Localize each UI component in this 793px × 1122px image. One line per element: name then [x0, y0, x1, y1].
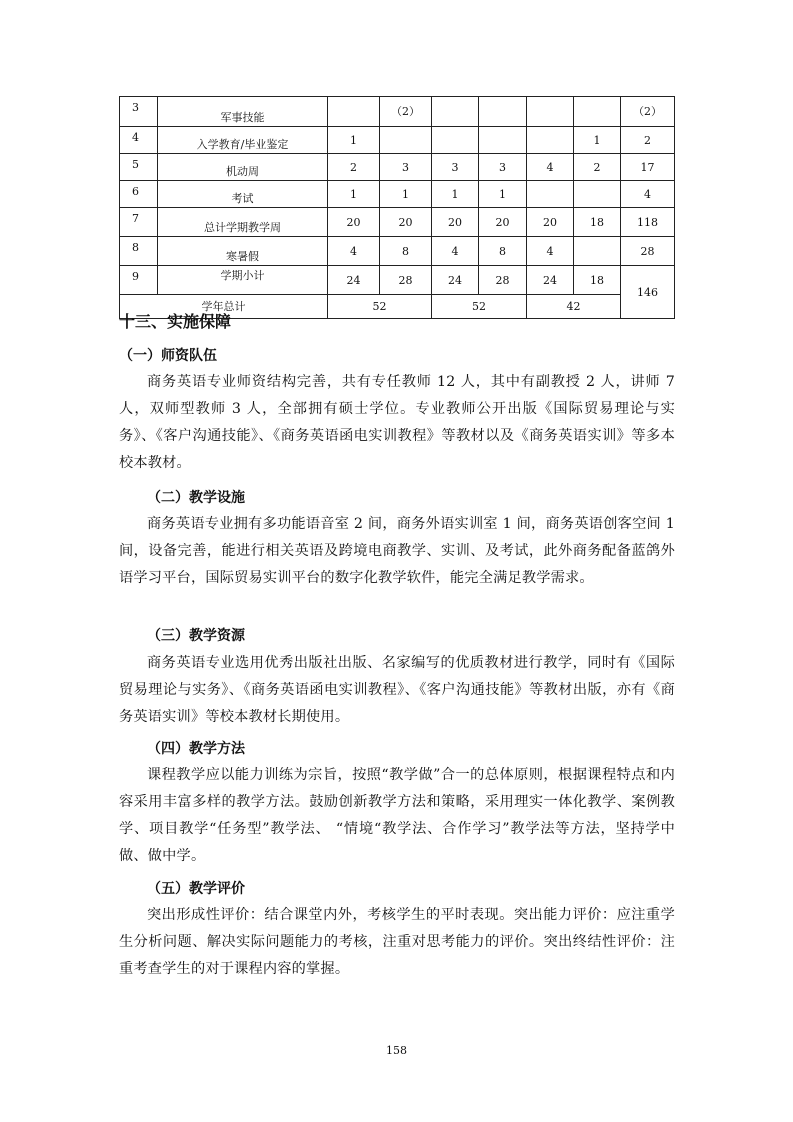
table-cell	[574, 181, 621, 208]
year-total-cell: 52	[328, 295, 432, 319]
table-cell: 20	[328, 208, 380, 237]
row-item: 寒暑假	[158, 237, 328, 266]
table-cell: 3	[432, 154, 479, 181]
table-cell: 2	[574, 154, 621, 181]
table-cell: 8	[479, 237, 527, 266]
table-cell: 1	[432, 181, 479, 208]
row-item: 机动周	[158, 154, 328, 181]
year-total-cell: 52	[432, 295, 527, 319]
table-cell: 2	[621, 127, 675, 154]
table-row	[120, 127, 675, 154]
row-item: 总计学期教学周	[158, 208, 328, 237]
table-cell: 17	[621, 154, 675, 181]
table-cell: 18	[574, 208, 621, 237]
row-number: 4	[120, 127, 158, 154]
table-cell	[432, 127, 479, 154]
table-cell: （2）	[621, 97, 675, 127]
page-number: 158	[386, 1044, 407, 1057]
table-cell: 1	[380, 181, 432, 208]
table-cell: 1	[479, 181, 527, 208]
row-item: 军事技能	[158, 97, 328, 127]
table-cell: 28	[380, 266, 432, 295]
row-item: 入学教育/毕业鉴定	[158, 127, 328, 154]
table-cell: 4	[432, 237, 479, 266]
table-cell: 28	[621, 237, 675, 266]
table-cell: 3	[479, 154, 527, 181]
table-cell	[479, 127, 527, 154]
row-item: 学期小计	[158, 266, 328, 295]
table-cell	[380, 127, 432, 154]
table-cell: 3	[380, 154, 432, 181]
table-cell: 18	[574, 266, 621, 295]
table-cell	[527, 97, 574, 127]
table-row	[120, 154, 675, 181]
row-number: 8	[120, 237, 158, 266]
row-number: 5	[120, 154, 158, 181]
table-cell	[574, 97, 621, 127]
table-cell: 24	[527, 266, 574, 295]
table-cell: 20	[432, 208, 479, 237]
table-cell: 24	[328, 266, 380, 295]
table-cell: 1	[574, 127, 621, 154]
table-cell: 4	[527, 154, 574, 181]
table-cell: 2	[328, 154, 380, 181]
table-cell	[527, 127, 574, 154]
subsection-heading: （五）教学评价	[147, 881, 245, 897]
table-cell: 4	[527, 237, 574, 266]
paragraph: 突出形成性评价：结合课堂内外，考核学生的平时表现。突出能力评价：应注重学生分析问题、解决实际问题能力的考核，注重对思考能力的评价。突出终结性评价：注重考查学生的对于课程内容的掌握。	[119, 907, 675, 977]
section-title: 十三、实施保障	[119, 312, 232, 331]
table-cell: 28	[479, 266, 527, 295]
table-cell: （2）	[380, 97, 432, 127]
table-cell: 20	[380, 208, 432, 237]
subsection-heading: （四）教学方法	[147, 741, 245, 757]
table-row	[120, 266, 675, 295]
table-row	[120, 97, 675, 127]
schedule-table	[119, 96, 675, 319]
row-number: 7	[120, 208, 158, 237]
row-number: 9	[120, 266, 158, 295]
table-cell	[574, 237, 621, 266]
paragraph: 商务英语专业选用优秀出版社出版、名家编写的优质教材进行教学，同时有《国际贸易理论与实务》、《商务英语函电实训教程》、《客户沟通技能》等教材出版，亦有《商务英语实训》等校本教材长期使用。	[119, 655, 675, 725]
table-cell	[527, 181, 574, 208]
table-cell: 4	[328, 237, 380, 266]
table-cell	[479, 97, 527, 127]
table-row	[120, 237, 675, 266]
table-cell: 8	[380, 237, 432, 266]
row-number: 6	[120, 181, 158, 208]
table-cell	[432, 97, 479, 127]
paragraph: 商务英语专业拥有多功能语音室 2 间，商务外语实训室 1 间，商务英语创客空间 1 间，设备完善，能进行相关英语及跨境电商教学、实训、及考试，此外商务配备蓝鸽外语学习平台，国际贸易实训平台的数字化教学软件，能完全满足教学需求。	[119, 516, 675, 586]
table-cell: 20	[527, 208, 574, 237]
year-total-cell: 42	[527, 295, 621, 319]
table-cell	[328, 97, 380, 127]
grand-total-cell: 146	[621, 266, 675, 319]
year-total-label: 学年总计	[120, 295, 328, 319]
table-cell: 20	[479, 208, 527, 237]
subsection-heading: （一）师资队伍	[119, 348, 217, 364]
row-number: 3	[120, 97, 158, 127]
row-item: 考试	[158, 181, 328, 208]
table-cell: 4	[621, 181, 675, 208]
paragraph: 商务英语专业师资结构完善，共有专任教师 12 人，其中有副教授 2 人，讲师 7 人，双师型教师 3 人，全部拥有硕士学位。专业教师公开出版《国际贸易理论与实务》、《客户沟通技能》、《商务英语函电实训教程》等教材以及《商务英语实训》等多本校本教材。	[119, 374, 675, 471]
table-cell: 1	[328, 127, 380, 154]
subsection-heading: （二）教学设施	[147, 490, 245, 506]
table-row	[120, 181, 675, 208]
table-cell: 24	[432, 266, 479, 295]
table-row	[120, 208, 675, 237]
table-cell: 1	[328, 181, 380, 208]
subsection-heading: （三）教学资源	[147, 628, 245, 644]
table-cell: 118	[621, 208, 675, 237]
paragraph: 课程教学应以能力训练为宗旨，按照“教学做”合一的总体原则，根据课程特点和内容采用丰富多样的教学方法。鼓励创新教学方法和策略，采用理实一体化教学、案例教学、项目教学“任务型”教学法、 “情境“教学法、合作学习”教学法等方法，坚持学中做、做中学。	[119, 767, 675, 864]
